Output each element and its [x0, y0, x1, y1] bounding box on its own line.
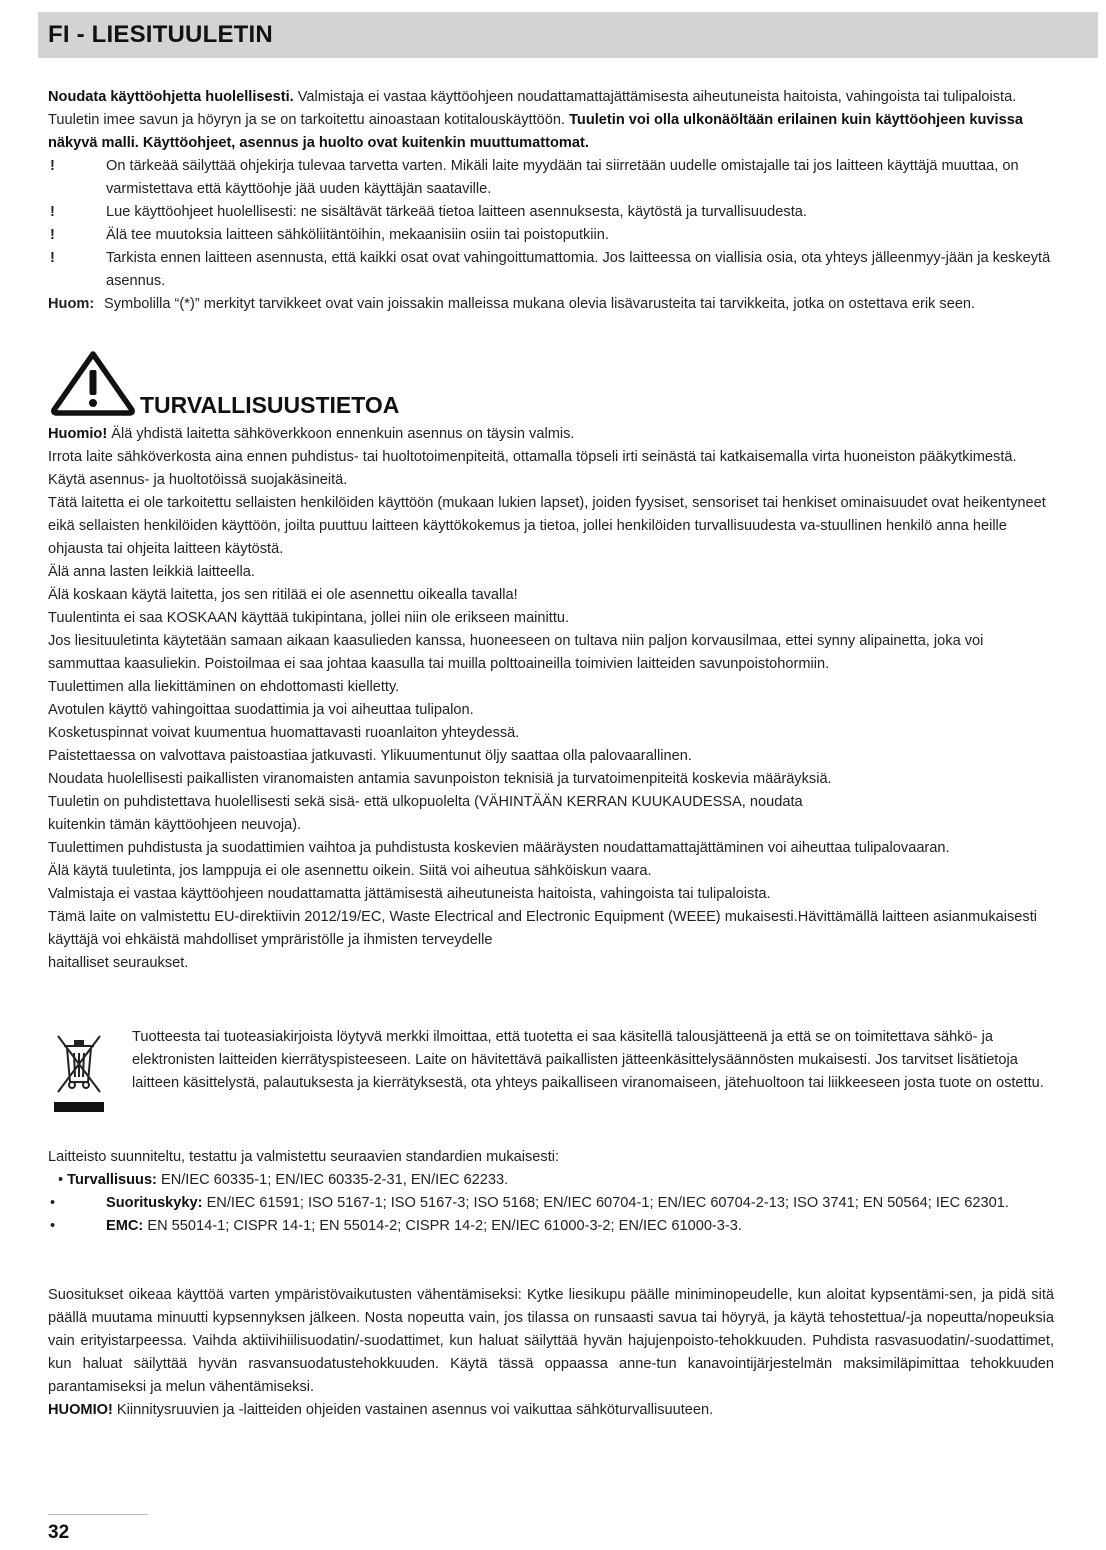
safety-paragraph: Tuulentinta ei saa KOSKAAN käyttää tukipintana, jollei niin ole erikseen mainittu.	[48, 610, 570, 626]
safety-paragraph: Avotulen käyttö vahingoittaa suodattimia ja voi aiheuttaa tulipalon.	[48, 702, 474, 718]
safety-paragraph: Älä käytä tuuletinta, jos lamppuja ei ole asennettu oikein. Siitä voi aiheutua sähköiskun vaara.	[48, 863, 652, 879]
note-label: Huom:	[48, 296, 95, 312]
safety-warning	[48, 423, 1054, 446]
safety-heading-block	[48, 350, 1054, 420]
safety-heading: TURVALLISUUSTIETOA	[140, 392, 400, 418]
safety-paragraph: Älä anna lasten leikkiä laitteella.	[48, 564, 255, 580]
note-text: Symbolilla “(*)” merkityt tarvikkeet ovat vain joissakin malleissa mukana olevia lisävarusteita tai tarvikkeita, jotka on ostettava erik seen.	[104, 296, 976, 312]
recommendations-text: Suositukset oikeaa käyttöä varten ympäristövaikutusten vähentämiseksi: Kytke liesikupu päälle miniminopeudelle, kun aloitat kypsentämi-sen, ja pidä sitä päällä muutama minuutti kypsennyksen jälkeen. Nosta nopeutta vain, jos tilassa on runsaasti savua tai höyryä, ja käytä tehostettua/-ja nopeutta/nopeuksia vain erityistarpeessa. Vaihda aktiivihiilisuodatin/-suodattimet, kun haluat säilyttää hyvän hajujenpoisto-tehokkuuden. Puhdista rasvasuodatin/-suodattimet, kun haluat säilyttää hyvän rasvansuodatustehokkuuden. Käytä tässä oppaassa anne-tun kanavointijärjestelmän maksimiläpimittaa tehokkuuden parantamiseksi ja melun vähentämiseksi.	[48, 1287, 1054, 1395]
bullet-text: Tarkista ennen laitteen asennusta, että kaikki osat ovat vahingoittumattomia. Jos laitteessa on viallisia osia, ota yhteys jälleenmyy-jään ja keskeytä asennus.	[106, 250, 1051, 289]
recommendations-section	[48, 1284, 1054, 1422]
standards-intro: Laitteisto suunniteltu, testattu ja valmistettu seuraavien standardien mukaisesti:	[48, 1149, 560, 1165]
bullet-text: On tärkeää säilyttää ohjekirja tulevaa tarvetta varten. Mikäli laite myydään tai siirretään uudelle omistajalle tai jos laitteen käyttäjä muuttaa, on varmistettava että käyttöohje jää uuden käyttäjän saataville.	[106, 158, 1019, 197]
bullet-text: Älä tee muutoksia laitteen sähköliitäntöihin, mekaanisiin osiin tai poistoputkiin.	[106, 227, 609, 243]
safety-paragraph: Käytä asennus- ja huoltotöissä suojakäsineitä.	[48, 472, 348, 488]
bullet-text: Lue käyttöohjeet huolellisesti: ne sisältävät tärkeää tietoa laitteen asennuksesta, käytöstä ja turvallisuudesta.	[106, 204, 807, 220]
standard-text: EN 55014-1; CISPR 14-1; EN 55014-2; CISPR 14-2; EN/IEC 61000-3-2; EN/IEC 61000-3-3.	[143, 1218, 742, 1234]
standard-item-safety	[48, 1169, 1054, 1192]
safety-paragraph: Tuulettimen puhdistusta ja suodattimien vaihtoa ja puhdistusta koskevien määräysten noudattamattajättäminen voi aiheuttaa tulipalovaaran.	[48, 840, 950, 856]
intro-bold-1: Noudata käyttöohjetta huolellisesti.	[48, 89, 294, 105]
standard-text: EN/IEC 61591; ISO 5167-1; ISO 5167-3; ISO 5168; EN/IEC 60704-1; EN/IEC 60704-2-13; ISO 3741; EN 50564; IEC 62301.	[202, 1195, 1009, 1211]
safety-paragraph: Irrota laite sähköverkosta aina ennen puhdistus- tai huoltotoimenpiteitä, ottamalla töpseli irti seinästä tai katkaisemalla virta huoneiston pääkytkimestä.	[48, 449, 1017, 465]
exclamation-mark: !	[50, 158, 55, 174]
header-bar	[38, 12, 1098, 58]
intro-bold-2: Tuuletin voi olla ulkonäöltään erilainen kuin käyttöohjeen kuvissa näkyvä malli. Käyttöohjeet, asennus ja huolto ovat kuitenkin muuttumattomat.	[48, 112, 1023, 151]
bullet-dot: •	[58, 1172, 64, 1188]
exclamation-mark: !	[50, 227, 55, 243]
bullet-item	[48, 247, 1054, 293]
final-warning	[48, 1399, 1054, 1422]
standard-label: Suorituskyky:	[106, 1195, 203, 1211]
standard-label: Turvallisuus:	[67, 1172, 157, 1188]
bullet-item	[48, 224, 1054, 247]
final-warning-text: Kiinnitysruuvien ja -laitteiden ohjeiden vastainen asennus voi vaikuttaa sähköturvallisuuteen.	[112, 1402, 714, 1418]
intro-paragraph	[48, 86, 1054, 155]
warning-triangle-icon	[50, 350, 136, 416]
intro-section	[48, 86, 1054, 316]
safety-paragraph: Noudata huolellisesti paikallisten viranomaisten antamia savunpoiston teknisiä ja turvatoimenpiteitä koskevia määräyksiä.	[48, 771, 832, 787]
standard-item-performance	[48, 1192, 1054, 1215]
intro-text-1: Valmistaja ei vastaa käyttöohjeen noudattamattajättämisesta aiheutuneista haitoista, vahingoista tai tulipaloista. Tuuletin imee savun ja höyryn ja se on tarkoitettu ainoastaan kotitalouskäyttöön.	[48, 89, 1017, 128]
exclamation-mark: !	[50, 204, 55, 220]
note	[48, 293, 1054, 316]
safety-paragraph: kuitenkin tämän käyttöohjeen neuvoja).	[48, 817, 302, 833]
safety-paragraph: Jos liesituuletinta käytetään samaan aikaan kaasulieden kanssa, huoneeseen on tultava niin paljon korvausilmaa, ettei synny alipainetta, joka voi sammuttaa kaasuliekin. Poistoilmaa ei saa johtaa kaasulla tai muilla polttoaineilla toimivien laitteiden savunpoistohormiin.	[48, 633, 984, 672]
final-warning-label: HUOMIO!	[48, 1402, 113, 1418]
safety-paragraph: Valmistaja ei vastaa käyttöohjeen noudattamatta jättämisestä aiheutuneista haitoista, vahingoista tai tulipaloista.	[48, 886, 771, 902]
safety-paragraph: Kosketuspinnat voivat kuumentua huomattavasti ruoanlaiton yhteydessä.	[48, 725, 520, 741]
standard-text: EN/IEC 60335-1; EN/IEC 60335-2-31, EN/IEC 62233.	[156, 1172, 509, 1188]
page-title: FI - LIESITUULETIN	[48, 21, 273, 48]
bullet-item	[48, 201, 1054, 224]
warning-text: Älä yhdistä laitetta sähköverkkoon ennenkuin asennus on täysin valmis.	[107, 426, 575, 442]
warning-label: Huomio!	[48, 426, 108, 442]
weee-text: Tuotteesta tai tuoteasiakirjoista löytyvä merkki ilmoittaa, että tuotetta ei saa käsitellä talousjätteenä ja että se on toimitettava sähkö- ja elektronisten laitteiden kierrätyspisteeseen. Laite on hävitettävä paikallisten jätteenkäsittelysäännösten mukaisesti. Jos tarvitset lisätietoja laitteen käsittelystä, palautuksesta ja kierrätyksestä, ota yhteys paikalliseen viranomaiseen, jätehuoltoon tai liikkeeseen josta tuote on ostettu.	[132, 1029, 1044, 1091]
exclamation-mark: !	[50, 250, 55, 266]
standard-item-emc	[48, 1215, 1054, 1238]
page-number: 32	[48, 1522, 70, 1543]
weee-section	[48, 1026, 1054, 1126]
footer-divider	[48, 1514, 148, 1515]
standard-label: EMC:	[106, 1218, 144, 1234]
safety-paragraph: Tuulettimen alla liekittäminen on ehdottomasti kielletty.	[48, 679, 400, 695]
safety-paragraph: Älä koskaan käytä laitetta, jos sen ritilää ei ole asennettu oikealla tavalla!	[48, 587, 518, 603]
bullet-item	[48, 155, 1054, 201]
bullet-dot: •	[50, 1195, 56, 1211]
safety-paragraph: haitalliset seuraukset.	[48, 955, 189, 971]
safety-paragraph: Paistettaessa on valvottava paistoastiaa jatkuvasti. Ylikuumentunut öljy saattaa olla palovaarallinen.	[48, 748, 692, 764]
safety-paragraph: Tuuletin on puhdistettava huolellisesti sekä sisä- että ulkopuolelta (VÄHINTÄÄN KERRAN KUUKAUDESSA, noudata	[48, 794, 803, 810]
bullet-dot: •	[50, 1218, 56, 1234]
safety-paragraph: Tämä laite on valmistettu EU-direktiivin 2012/19/EC, Waste Electrical and Electronic Equipment (WEEE) mukaisesti.Hävittämällä laitteen asianmukaisesti käyttäjä voi ehkäistä mahdolliset ympräristölle ja ihmisten terveydelle	[48, 909, 1037, 948]
standards-section	[48, 1146, 1054, 1238]
safety-paragraph: Tätä laitetta ei ole tarkoitettu sellaisten henkilöiden käyttöön (mukaan lukien lapset), joiden fyysiset, sensoriset tai henkiset ominaisuudet ovat heikentyneet eikä sellaisten henkilöiden käyttöön, joilta puuttuu laitteen käyttökokemus ja tietoa, jollei henkilöiden turvallisuudesta va-stuullinen henkilö anna heille ohjausta tai ohjeita laitteen käytöstä.	[48, 495, 1046, 557]
weee-crossed-bin-icon	[54, 1030, 104, 1114]
safety-section	[48, 423, 1054, 975]
